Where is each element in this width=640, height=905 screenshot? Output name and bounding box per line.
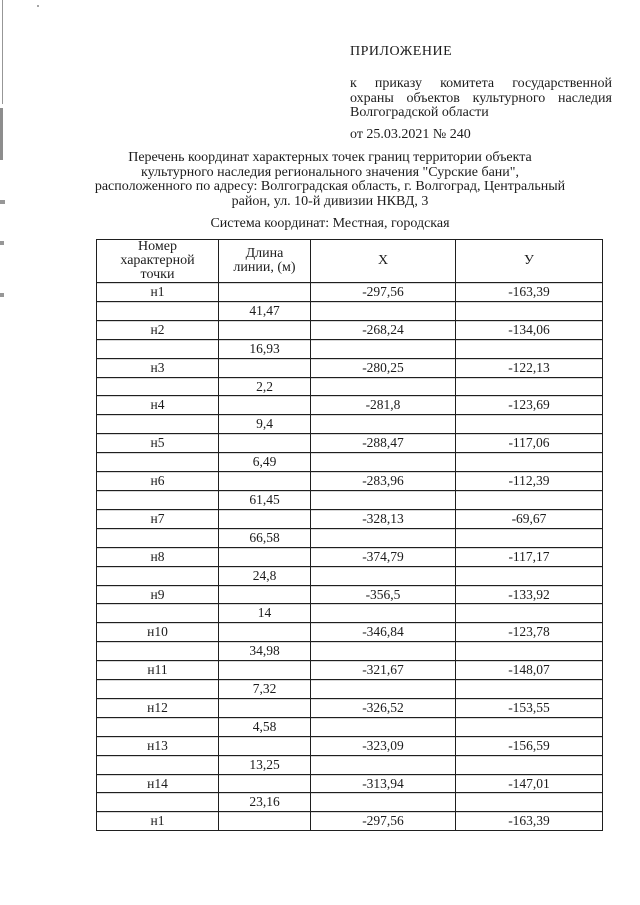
- length-cell: 16,93: [219, 339, 311, 358]
- y-cell: -163,39: [456, 812, 603, 831]
- length-cell: [219, 585, 311, 604]
- table-row: [97, 774, 603, 793]
- point-cell: [97, 604, 219, 623]
- length-cell: [219, 509, 311, 528]
- x-cell: [311, 528, 456, 547]
- point-cell: [97, 377, 219, 396]
- length-cell: [219, 547, 311, 566]
- point-cell: [97, 642, 219, 661]
- point-cell: н9: [97, 585, 219, 604]
- table-row: [97, 642, 603, 661]
- table-row: [97, 283, 603, 302]
- y-cell: [456, 642, 603, 661]
- table-row: [97, 358, 603, 377]
- point-cell: [97, 566, 219, 585]
- x-cell: [311, 793, 456, 812]
- point-cell: н11: [97, 661, 219, 680]
- table-row: [97, 434, 603, 453]
- y-cell: [456, 528, 603, 547]
- x-cell: -374,79: [311, 547, 456, 566]
- length-cell: [219, 623, 311, 642]
- point-cell: [97, 717, 219, 736]
- scan-artifact-dot: [37, 5, 39, 7]
- x-cell: -297,56: [311, 283, 456, 302]
- document-title: [20, 151, 640, 209]
- point-cell: [97, 301, 219, 320]
- y-cell: [456, 490, 603, 509]
- table-row: [97, 755, 603, 774]
- document-title-line: расположенного по адресу: Волгоградская область, г. Волгоград, Центральный: [94, 179, 566, 195]
- scan-artifact-mark: [0, 293, 4, 297]
- order-reference-line: Волгоградской области: [350, 105, 489, 120]
- point-cell: [97, 528, 219, 547]
- table-row: [97, 793, 603, 812]
- length-cell: [219, 698, 311, 717]
- table-row: [97, 396, 603, 415]
- table-row: [97, 698, 603, 717]
- y-cell: -123,69: [456, 396, 603, 415]
- x-cell: [311, 377, 456, 396]
- length-cell: 2,2: [219, 377, 311, 396]
- appendix-label: ПРИЛОЖЕНИЕ: [350, 44, 453, 59]
- y-cell: -117,06: [456, 434, 603, 453]
- length-cell: [219, 774, 311, 793]
- y-cell: -69,67: [456, 509, 603, 528]
- x-cell: [311, 415, 456, 434]
- table-row: [97, 490, 603, 509]
- order-date: от 25.03.2021 № 240: [350, 127, 471, 142]
- point-cell: [97, 755, 219, 774]
- x-cell: -328,13: [311, 509, 456, 528]
- table-row: [97, 812, 603, 831]
- y-cell: -147,01: [456, 774, 603, 793]
- scan-artifact-mark: [0, 200, 5, 204]
- length-cell: 4,58: [219, 717, 311, 736]
- point-cell: н14: [97, 774, 219, 793]
- point-cell: н1: [97, 283, 219, 302]
- y-cell: [456, 301, 603, 320]
- x-cell: [311, 490, 456, 509]
- x-cell: -283,96: [311, 472, 456, 491]
- point-cell: н7: [97, 509, 219, 528]
- order-reference-line: охраны объектов культурного наследия: [350, 90, 612, 106]
- point-cell: [97, 415, 219, 434]
- point-cell: н8: [97, 547, 219, 566]
- y-cell: -133,92: [456, 585, 603, 604]
- length-cell: [219, 736, 311, 755]
- x-cell: -323,09: [311, 736, 456, 755]
- length-cell: 9,4: [219, 415, 311, 434]
- x-cell: -281,8: [311, 396, 456, 415]
- table-row: [97, 661, 603, 680]
- document-title-line: культурного наследия регионального значения "Сурские бани",: [141, 164, 519, 180]
- x-cell: [311, 717, 456, 736]
- y-cell: -117,17: [456, 547, 603, 566]
- table-row: [97, 301, 603, 320]
- table-row: [97, 509, 603, 528]
- y-cell: [456, 793, 603, 812]
- y-cell: -156,59: [456, 736, 603, 755]
- y-cell: [456, 377, 603, 396]
- x-cell: [311, 566, 456, 585]
- table-row: [97, 604, 603, 623]
- y-cell: [456, 717, 603, 736]
- point-cell: н5: [97, 434, 219, 453]
- y-cell: -112,39: [456, 472, 603, 491]
- point-cell: [97, 453, 219, 472]
- point-cell: н10: [97, 623, 219, 642]
- x-cell: [311, 755, 456, 774]
- length-cell: [219, 812, 311, 831]
- header-row: [97, 240, 603, 283]
- length-cell: 7,32: [219, 680, 311, 699]
- length-cell: 14: [219, 604, 311, 623]
- length-cell: [219, 396, 311, 415]
- x-cell: [311, 301, 456, 320]
- y-cell: [456, 755, 603, 774]
- table-row: [97, 566, 603, 585]
- table-row: [97, 585, 603, 604]
- document-title-line: район, ул. 10-й дивизии НКВД, 3: [231, 193, 429, 209]
- point-cell: н13: [97, 736, 219, 755]
- y-cell: [456, 566, 603, 585]
- x-cell: [311, 339, 456, 358]
- y-cell: -134,06: [456, 320, 603, 339]
- scan-artifact-line: [2, 0, 3, 104]
- header-cell-length: [219, 240, 311, 283]
- scan-artifact-line: [0, 108, 3, 160]
- x-cell: [311, 680, 456, 699]
- point-cell: [97, 680, 219, 699]
- length-cell: 13,25: [219, 755, 311, 774]
- header-cell-y: У: [456, 240, 603, 283]
- x-cell: -321,67: [311, 661, 456, 680]
- point-cell: [97, 490, 219, 509]
- point-cell: н4: [97, 396, 219, 415]
- length-cell: 61,45: [219, 490, 311, 509]
- coordinates-table-body: [97, 283, 603, 831]
- point-cell: н2: [97, 320, 219, 339]
- x-cell: [311, 453, 456, 472]
- length-cell: 34,98: [219, 642, 311, 661]
- table-row: [97, 547, 603, 566]
- point-cell: [97, 339, 219, 358]
- order-reference: [350, 77, 612, 121]
- table-row: [97, 320, 603, 339]
- y-cell: [456, 415, 603, 434]
- table-row: [97, 717, 603, 736]
- header-cell-length-label: Длина линии, (м): [233, 246, 296, 275]
- length-cell: [219, 472, 311, 491]
- length-cell: 24,8: [219, 566, 311, 585]
- x-cell: -280,25: [311, 358, 456, 377]
- header-cell-point-label: Номер характерной точки: [120, 239, 195, 282]
- length-cell: [219, 661, 311, 680]
- point-cell: н6: [97, 472, 219, 491]
- y-cell: [456, 453, 603, 472]
- table-row: [97, 680, 603, 699]
- coordinates-table-header: [97, 240, 603, 283]
- point-cell: н12: [97, 698, 219, 717]
- length-cell: 6,49: [219, 453, 311, 472]
- table-row: [97, 472, 603, 491]
- y-cell: -123,78: [456, 623, 603, 642]
- y-cell: -148,07: [456, 661, 603, 680]
- y-cell: [456, 339, 603, 358]
- document-title-line: Перечень координат характерных точек границ территории объекта: [128, 150, 532, 165]
- x-cell: [311, 604, 456, 623]
- x-cell: -326,52: [311, 698, 456, 717]
- coordinate-system-label: Система координат: Местная, городская: [210, 216, 450, 231]
- table-row: [97, 453, 603, 472]
- length-cell: 41,47: [219, 301, 311, 320]
- point-cell: [97, 793, 219, 812]
- table-row: [97, 377, 603, 396]
- y-cell: [456, 680, 603, 699]
- x-cell: [311, 642, 456, 661]
- length-cell: 23,16: [219, 793, 311, 812]
- x-cell: -297,56: [311, 812, 456, 831]
- x-cell: -268,24: [311, 320, 456, 339]
- y-cell: -163,39: [456, 283, 603, 302]
- y-cell: [456, 604, 603, 623]
- x-cell: -356,5: [311, 585, 456, 604]
- point-cell: н3: [97, 358, 219, 377]
- x-cell: -313,94: [311, 774, 456, 793]
- table-row: [97, 415, 603, 434]
- scan-artifact-mark: [0, 241, 4, 245]
- order-reference-line: к приказу комитета государственной: [350, 76, 612, 91]
- table-row: [97, 623, 603, 642]
- header-cell-point: [97, 240, 219, 283]
- length-cell: [219, 434, 311, 453]
- length-cell: [219, 283, 311, 302]
- length-cell: [219, 320, 311, 339]
- coordinates-table: [96, 239, 603, 831]
- table-row: [97, 339, 603, 358]
- y-cell: -122,13: [456, 358, 603, 377]
- length-cell: 66,58: [219, 528, 311, 547]
- table-row: [97, 528, 603, 547]
- length-cell: [219, 358, 311, 377]
- table-row: [97, 736, 603, 755]
- header-cell-x: X: [311, 240, 456, 283]
- x-cell: -288,47: [311, 434, 456, 453]
- x-cell: -346,84: [311, 623, 456, 642]
- point-cell: н1: [97, 812, 219, 831]
- y-cell: -153,55: [456, 698, 603, 717]
